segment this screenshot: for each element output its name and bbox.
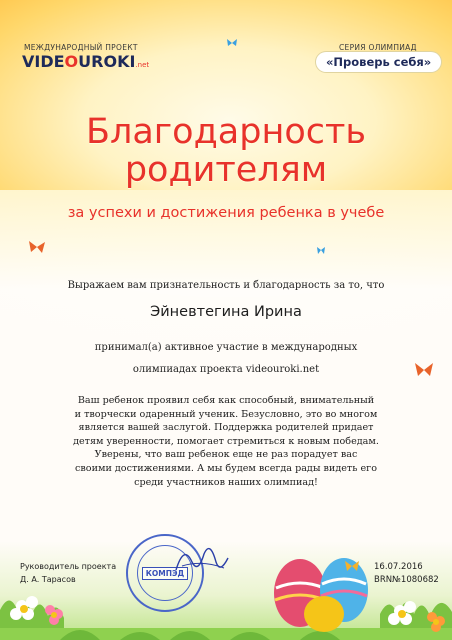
butterfly-icon [226,38,238,48]
intro-text: Выражаем вам признательность и благодарность за то, что [67,280,385,291]
stamp-text: КОМПЭД [142,567,188,580]
paragraph-line: Ваш ребенок проявил себя как способный, внимательный [77,395,375,406]
signer-title: Руководитель проекта [20,562,117,571]
participation-line1: принимал(а) активное участие в международных [94,342,358,353]
series-label: СЕРИЯ ОЛИМПИАД [339,43,417,52]
paragraph-line: среди участников наших олимпиад! [134,476,318,488]
certificate-subtitle: за успехи и достижения ребенка в учебе [67,205,385,221]
participation-line2: олимпиадах проекта videouroki.net [132,364,320,375]
paragraph-line: является вашей заслугой. Поддержка родителей придает [78,422,374,434]
butterfly-icon [316,246,326,255]
certificate-number: BRN№1080682 [374,575,439,585]
signature-scribble [172,540,232,580]
certificate-title-line1: Благодарность [85,112,367,152]
project-label: МЕЖДУНАРОДНЫЙ ПРОЕКТ [24,43,138,52]
signer-name: Д. А. Тарасов [20,575,76,584]
paragraph-line: детям уверенности, помогает стремиться к новым победам. [73,435,379,447]
series-name-badge: «Проверь себя» [316,52,441,72]
videouroki-logo: VIDEOUROKI.net [22,52,150,71]
paragraph-line: Уверены, что ваш ребенок еще не раз порадует вас [94,449,358,461]
paragraph-line: и творчески одаренный ученик. Безусловно, это во многом [74,408,378,420]
issue-date: 16.07.2016 [374,562,423,572]
certificate-title-line2: родителям [124,150,328,190]
flower-decoration [380,595,450,635]
paragraph-line: своими достижениями. А мы будем всегда рады видеть его [75,462,377,474]
flower-decoration [8,590,68,630]
butterfly-icon [344,560,360,572]
easter-eggs-decoration [262,538,382,633]
child-name: Эйневтегина Ирина [150,304,302,320]
thank-you-paragraph [0,394,452,489]
butterfly-icon [28,240,46,254]
